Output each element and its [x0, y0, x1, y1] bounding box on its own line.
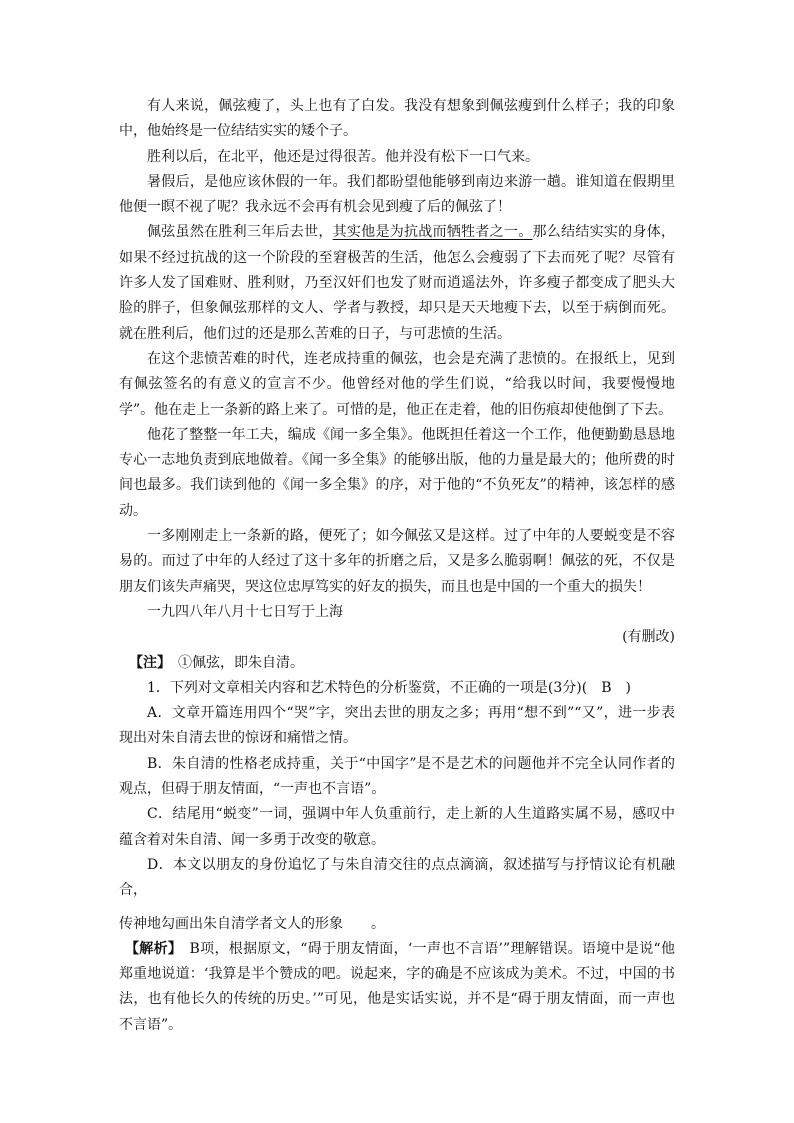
- paragraph-4: [119, 220, 675, 346]
- date-line: 一九四八年八月十七日写于上海: [147, 603, 343, 620]
- option-d: D．本文以朋友的身份追忆了与朱自清交往的点点滴滴，叙述描写与抒情议论有机融合，: [119, 856, 675, 899]
- paragraph-4-before: 佩弦虽然在胜利三年后去世，: [147, 224, 333, 241]
- option-d-tail: 传神地勾画出朱自清学者文人的形象 。: [119, 915, 385, 932]
- option-b: B．朱自清的性格老成持重，关于“中国字”是不是艺术的问题他并不完全认同作者的观点，但碍于朋友情面，“一声也不言语”。: [119, 755, 675, 798]
- paragraph-7: 一多刚刚走上一条新的路，便死了；如今佩弦又是这样。过了中年的人要蜕变是不容易的。而过了中年的人经过了这十多年的折磨之后，又是多么脆弱啊！佩弦的死，不仅是朋友们该失声痛哭，哭这位忠厚笃实的好友的损失，而且也是中国的一个重大的损失！: [119, 528, 675, 595]
- option-a: A．文章开篇连用四个“哭”字，突出去世的朋友之多；再用“想不到”“又”，进一步表现出对朱自清去世的惊讶和痛惜之情。: [119, 705, 675, 747]
- paragraph-3: 暑假后，是他应该休假的一年。我们都盼望他能够到南边来游一趟。谁知道在假期里他便一瞑不视了呢？我永远不会再有机会见到瘦了后的佩弦了！: [119, 173, 675, 216]
- analysis-label: 【解析】: [125, 940, 176, 957]
- note-label: 【注】: [129, 654, 164, 671]
- source-note: (有删改): [622, 629, 675, 646]
- analysis: [119, 937, 675, 1038]
- paragraph-1: 有人来说，佩弦瘦了，头上也有了白发。我没有想象到佩弦瘦到什么样子；我的印象中，他始终是一位结结实实的矮个子。: [119, 98, 675, 140]
- analysis-text: B项，根据原文，“碍于朋友情面，‘一声也不言语’”理解错误。语境中是说“他郑重地说道：‘我算是半个赞成的吧。说起来，字的确是不应该成为美术。不过，中国的书法，也有他长久的传统的历史。’”可见，他是实话实说，并不是“碍于朋友情面，而一声也不言语”。: [119, 940, 675, 1033]
- paragraph-2: 胜利以后，在北平，他还是过得很苦。他并没有松下一口气来。: [147, 148, 539, 165]
- paragraph-5: 在这个悲愤苦难的时代，连老成持重的佩弦，也会是充满了悲愤的。在报纸上，见到有佩弦签名的有意义的宣言不少。他曾经对他的学生们说，“给我以时间，我要慢慢地学”。他在走上一条新的路上来了。可惜的是，他正在走着，他的旧伤痕却使他倒了下去。: [119, 350, 675, 418]
- option-c: C．结尾用“蜕变”一词，强调中年人负重前行，走上新的人生道路实属不易，感叹中蕴含着对朱自清、闻一多勇于改变的敬意。: [119, 806, 675, 848]
- note-text: ①佩弦，即朱自清。: [178, 654, 304, 671]
- question-stem: 1．下列对文章相关内容和艺术特色的分析鉴赏，不正确的一项是(3分)( B ): [147, 679, 631, 696]
- footnote: [119, 651, 675, 676]
- document-body: [119, 94, 675, 1038]
- paragraph-6: 他花了整整一年工夫，编成《闻一多全集》。他既担任着这一个工作，他便勤勤恳恳地专心一志地负责到底地做着。《闻一多全集》的能够出版，他的力量是最大的；他所费的时间也最多。我们读到他的《闻一多全集》的序，对于他的“不负死友”的精神，该怎样的感动。: [119, 426, 675, 519]
- underlined-sentence: 其实他是为抗战而牺牲者之一。: [332, 224, 533, 241]
- paragraph-4-after: 那么结结实实的身体，如果不经过抗战的这一个阶段的至窘极苦的生活，他怎么会瘦弱了下去而死了呢？尽管有许多人发了国难财、胜利财，乃至汉奸们也发了财而逍遥法外，许多瘦子都变成了肥头大脸的胖子，但象佩弦那样的文人、学者与教授，却只是天天地瘦下去，以至于病倒而死。就在胜利后，他们过的还是那么苦难的日子，与可悲愤的生活。: [119, 224, 676, 342]
